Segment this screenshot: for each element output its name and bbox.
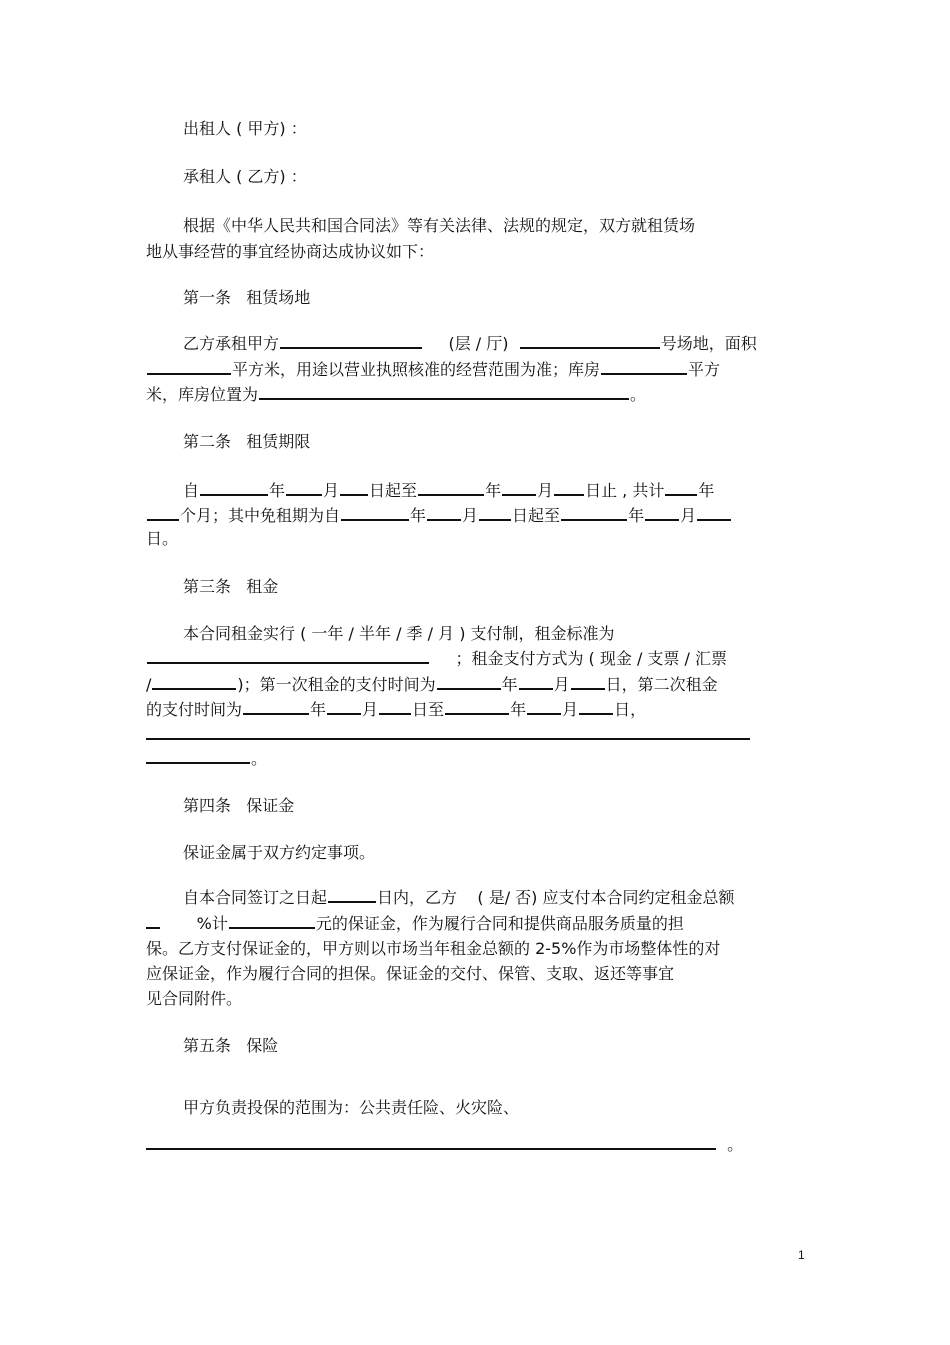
article-4-para-2-line-1: 自本合同签订之日起 日内，乙方 ( 是/ 否) 应支付本合同约定租金总额 bbox=[183, 888, 735, 907]
blank-field bbox=[147, 361, 231, 375]
blank-field bbox=[259, 386, 629, 400]
article-4-para-2-line-2: %计 元的保证金，作为履行合同和提供商品服务质量的担 bbox=[146, 913, 684, 935]
intro-line-2: 地从事经营的事宜经协商达成协议如下： bbox=[146, 242, 435, 261]
article-5-line-2: 。 bbox=[146, 1134, 743, 1156]
article-1-line-2: 平方米，用途以营业执照核准的经营范围为准；库房 平方 bbox=[146, 359, 720, 381]
page-number: 1 bbox=[798, 1248, 805, 1262]
blank-field bbox=[601, 361, 687, 375]
blank-field bbox=[520, 335, 660, 349]
article-4-para-2-line-3: 保。乙方支付保证金的，甲方则以市场当年租金总额的 2-5%作为市场整体性的对 bbox=[146, 939, 721, 958]
article-3-line-4: 的支付时间为 年 月 日至 年 月 日， bbox=[146, 700, 647, 719]
intro-line-1: 根据《中华人民共和国合同法》等有关法律、法规的规定，双方就租赁场 bbox=[183, 216, 696, 235]
article-1-line-1: 乙方承租甲方 (层 / 厅) 号场地，面积 bbox=[183, 334, 757, 353]
article-4-para-1: 保证金属于双方约定事项。 bbox=[183, 843, 376, 862]
article-3-line-6: 。 bbox=[146, 748, 267, 770]
article-3-line-1: 本合同租金实行 ( 一年 / 半年 / 季 / 月 ) 支付制，租金标准为 bbox=[183, 624, 615, 643]
article-3-title: 第三条 租金 bbox=[183, 577, 279, 596]
article-4-para-2-line-5: 见合同附件。 bbox=[146, 989, 243, 1008]
article-3-line-5 bbox=[146, 724, 751, 746]
article-2-title: 第二条 租赁期限 bbox=[183, 432, 311, 451]
article-3-line-3: / )；第一次租金的支付时间为 年 月 日，第二次租金 bbox=[146, 675, 718, 694]
article-4-title: 第四条 保证金 bbox=[183, 796, 295, 815]
article-1-line-3: 米，库房位置为 。 bbox=[146, 385, 647, 404]
blank-field bbox=[280, 335, 422, 349]
article-5-title: 第五条 保险 bbox=[183, 1036, 279, 1055]
article-2-line-1: 自 年 月 日起至 年 月 日止 , 共计 年 bbox=[183, 481, 715, 500]
article-5-para-1: 甲方负责投保的范围为：公共责任险、火灾险、 bbox=[183, 1098, 520, 1117]
lessee-line: 承租人 ( 乙方) ： bbox=[183, 167, 307, 186]
article-4-para-2-line-4: 应保证金，作为履行合同的担保。保证金的交付、保管、支取、返还等事宜 bbox=[146, 964, 675, 983]
article-3-line-2: ；租金支付方式为 ( 现金 / 支票 / 汇票 bbox=[146, 648, 727, 670]
article-1-title: 第一条 租赁场地 bbox=[183, 288, 311, 307]
article-2-line-2: 个月；其中免租期为自 年 月 日起至 年 月 bbox=[146, 505, 732, 527]
lessor-line: 出租人 ( 甲方) ： bbox=[183, 119, 307, 138]
article-2-line-3: 日。 bbox=[146, 529, 179, 548]
